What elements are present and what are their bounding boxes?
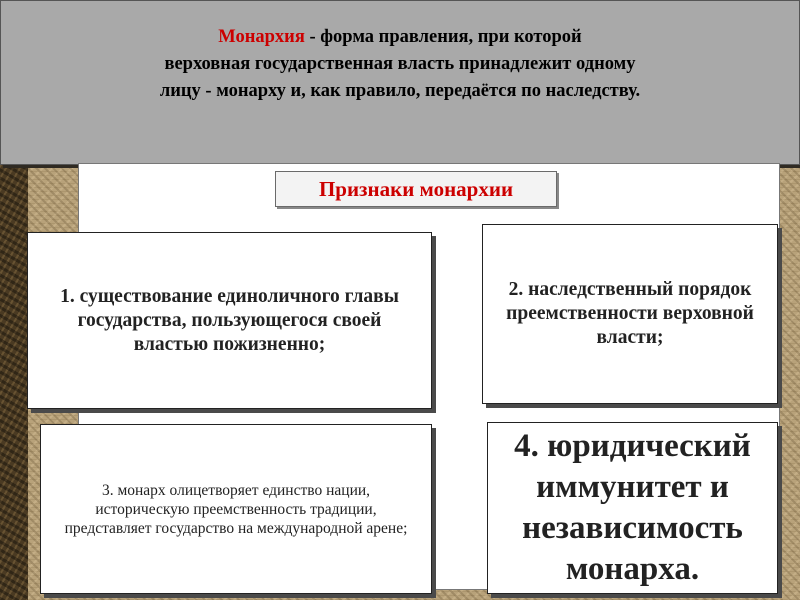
features-title: Признаки монархии <box>275 171 557 207</box>
definition-line-3: лицу - монарху и, как правило, передаётся по наследству. <box>159 81 641 101</box>
definition-line-1 <box>1 24 799 51</box>
feature-card-3 <box>40 424 432 594</box>
definition-line-2: верховная государственная власть принадлежит одному <box>164 54 636 74</box>
definition-line-1-rest: - форма правления, при которой <box>304 27 582 47</box>
feature-card-1 <box>27 232 432 409</box>
feature-card-2 <box>482 224 778 404</box>
feature-card-4-text: 4. юридический иммунитет и независимость монарха. <box>514 428 751 587</box>
definition-term: Монархия <box>218 27 305 47</box>
feature-card-2-text: 2. наследственный порядок преемственности верховной власти; <box>506 279 754 348</box>
feature-card-4 <box>487 422 778 594</box>
definition-header <box>0 0 800 165</box>
feature-card-1-text: 1. существование единоличного главы государства, пользующегося своей властью пожизненно; <box>60 285 399 355</box>
feature-card-3-text: 3. монарх олицетворяет единство нации, историческую преемственность традиции, представляет государство на международной арене; <box>64 481 408 537</box>
